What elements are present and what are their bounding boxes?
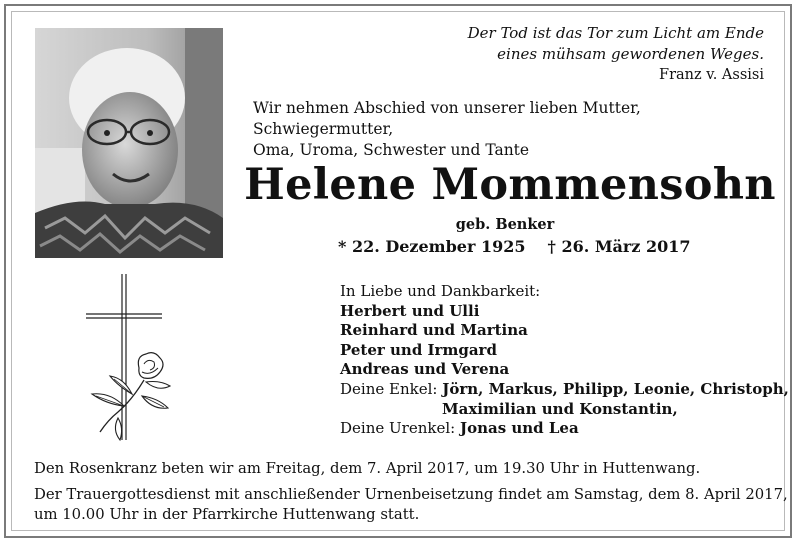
mourner-couple: Peter und Irmgard [340,340,497,359]
rosary-info: Den Rosenkranz beten wir am Freitag, dem 7. April 2017, um 19.30 Uhr in Huttenwang. [34,460,701,477]
quote-line: eines mühsam gewordenen Weges. [497,45,764,63]
mourners-intro: In Liebe und Dankbarkeit: [340,282,541,300]
great-grandchildren-line [340,419,789,439]
quote-line: Der Tod ist das Tor zum Licht am Ende [467,24,764,42]
grandchildren-label: Deine Enkel: [340,379,438,398]
portrait-photo [35,28,223,258]
grandchildren-names-cont: Maximilian und Konstantin, [442,399,678,418]
funeral-info-line2: um 10.00 Uhr in der Pfarrkirche Huttenwang statt. [34,506,420,523]
mourner-couple: Andreas und Verena [340,360,510,379]
deceased-name: Helene Mommensohn [244,160,776,210]
life-dates [338,237,691,256]
intro-line: Wir nehmen Abschied von unserer lieben Mutter, Schwiegermutter, [253,99,641,138]
birth-name: geb. Benker [455,216,555,233]
funeral-info-line1: Der Trauergottesdienst mit anschließender Urnenbeisetzung findet am Samstag, dem 8. April 2017, [34,486,788,503]
birth-date: * 22. Dezember 1925 [338,237,526,256]
quote-author: Franz v. Assisi [659,67,764,83]
quote-block [424,23,764,85]
death-date: † 26. März 2017 [547,237,691,256]
grandchildren-names: Jörn, Markus, Philipp, Leonie, Christoph, [442,379,789,398]
great-grandchildren-label: Deine Urenkel: [340,419,456,438]
farewell-intro [253,98,773,161]
cross-with-rose-icon [84,272,184,442]
grandchildren-line [340,380,789,400]
intro-line: Oma, Uroma, Schwester und Tante [253,141,530,159]
mourners-list [340,282,789,439]
great-grandchildren-names: Jonas und Lea [459,419,579,438]
mourner-couple: Reinhard und Martina [340,321,528,340]
mourner-couple: Herbert und Ulli [340,301,480,320]
